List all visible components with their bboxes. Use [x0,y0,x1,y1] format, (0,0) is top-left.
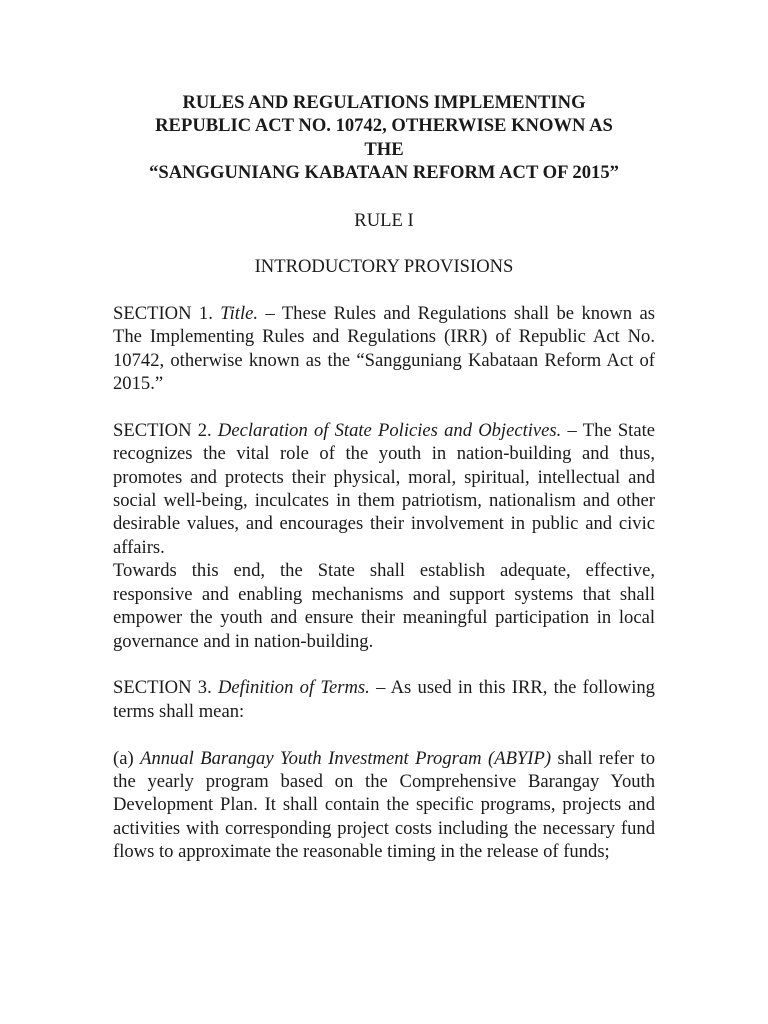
section-2-heading: Declaration of State Policies and Objectives. [217,419,562,441]
term-a [113,747,655,864]
rule-label: RULE I [354,209,414,231]
title-line-4: “SANGGUNIANG KABATAAN REFORM ACT OF 2015” [149,162,619,184]
document-title [113,91,655,185]
section-3-label: SECTION 3. [113,677,212,699]
title-line-3: THE [364,138,404,160]
section-3-text: – As used in this IRR, the following terms shall mean: [113,677,655,722]
section-2-label: SECTION 2. [113,419,212,441]
section-1-text: – These Rules and Regulations shall be known as The Implementing Rules and Regulations (IRR) of Republic Act No. 10742, otherwise known as the “Sangguniang Kabataan Reform Act of 2015.” [113,302,655,395]
title-line-2: REPUBLIC ACT NO. 10742, OTHERWISE KNOWN AS [155,115,613,137]
term-a-marker: (a) [113,747,134,769]
term-a-term: Annual Barangay Youth Investment Program (ABYIP) [140,747,552,769]
section-2 [113,419,655,559]
section-2-paragraph-2: Towards this end, the State shall establish adequate, effective, responsive and enabling mechanisms and support systems that shall empower the youth and ensure their meaningful participation in local governance and in nation-building. [113,560,655,652]
section-1-heading: Title. [220,302,259,324]
section-1 [113,302,655,396]
term-a-text: shall refer to the yearly program based on the Comprehensive Barangay Youth Development Plan. It shall contain the specific programs, projects and activities with corresponding project costs including the necessary fund flows to approximate the reasonable timing in the release of funds; [113,747,656,863]
title-line-1: RULES AND REGULATIONS IMPLEMENTING [182,92,586,113]
section-3 [113,676,655,723]
rule-heading: INTRODUCTORY PROVISIONS [254,256,514,278]
section-2-text: – The State recognizes the vital role of the youth in nation-building and thus, promotes and protects their physical, moral, spiritual, intellectual and social well-being, inculcates in them patriotism, nationalism and other desirable values, and encourages their involvement in public and civic affairs. [113,419,656,558]
section-3-heading: Definition of Terms. [217,677,370,699]
section-1-label: SECTION 1. [113,302,213,324]
document-body [113,91,655,864]
